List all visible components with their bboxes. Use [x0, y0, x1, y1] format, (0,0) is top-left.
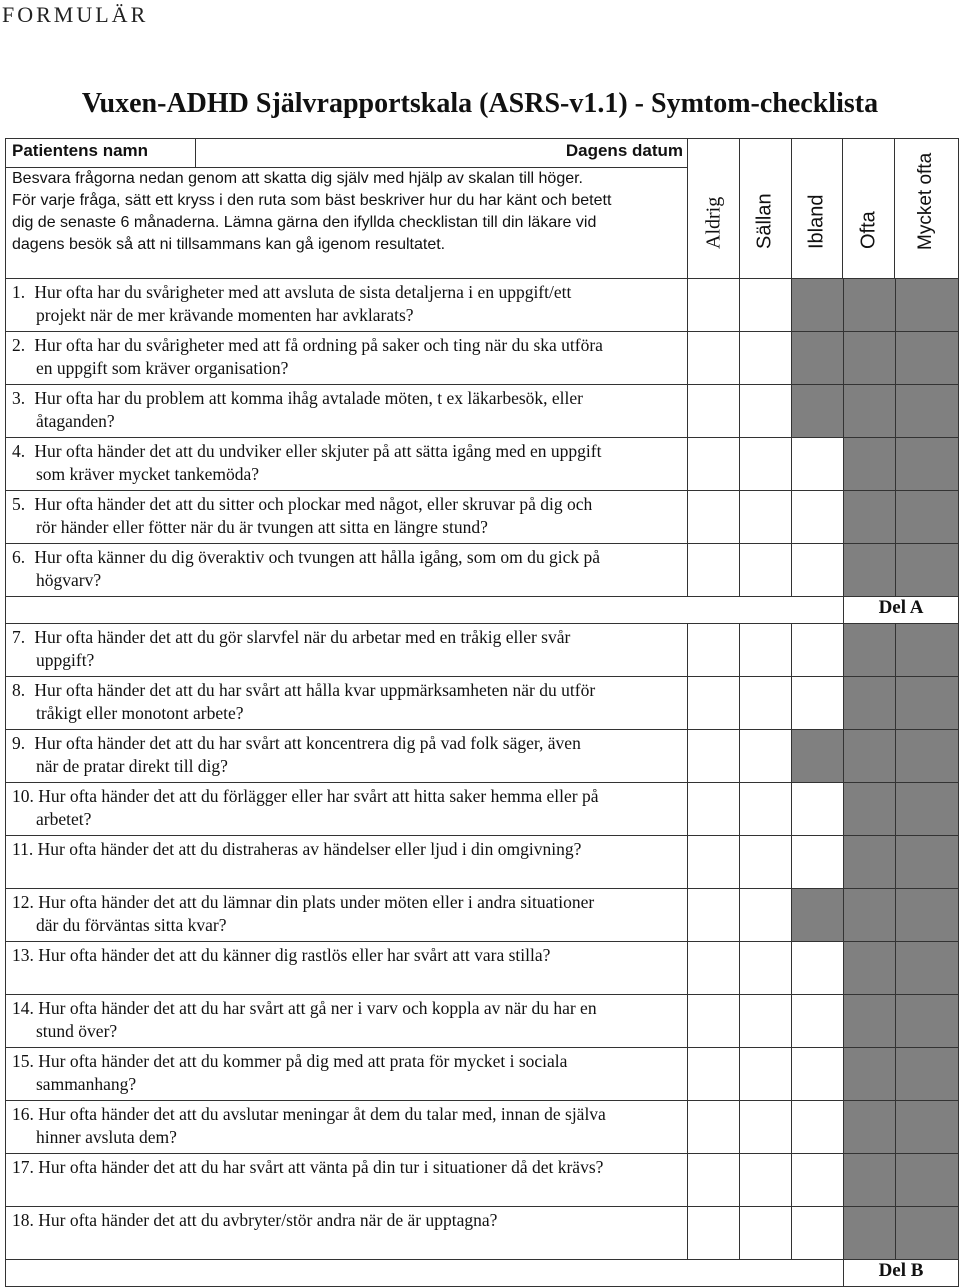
answer-box[interactable] [688, 889, 740, 942]
question-text [6, 491, 688, 544]
question-text [6, 730, 688, 783]
question-line1: Hur ofta händer det att du kommer på dig med att prata för mycket i sociala [38, 1051, 568, 1071]
question-text [6, 942, 688, 995]
answer-box[interactable] [792, 1207, 844, 1260]
answer-box[interactable] [844, 624, 896, 677]
answer-box[interactable] [688, 491, 740, 544]
answer-box[interactable] [896, 942, 959, 995]
answer-box[interactable] [740, 544, 792, 597]
question-text [6, 783, 688, 836]
answer-box[interactable] [740, 1154, 792, 1207]
intro-line: dagens besök så att ni tillsammans kan gå igenom resultatet. [12, 236, 446, 253]
answer-box[interactable] [844, 385, 896, 438]
answer-box[interactable] [896, 624, 959, 677]
question-line1: Hur ofta händer det att du distraheras av händelser eller ljud i din omgivning? [37, 839, 582, 859]
question-number: 4. [12, 441, 26, 461]
answer-box[interactable] [844, 544, 896, 597]
answer-box[interactable] [792, 995, 844, 1048]
question-row [6, 491, 959, 544]
question-number: 6. [12, 547, 26, 567]
answer-box[interactable] [792, 677, 844, 730]
answer-box[interactable] [844, 1048, 896, 1101]
part-label: Del A [844, 597, 959, 624]
answer-box[interactable] [688, 544, 740, 597]
answer-box[interactable] [844, 995, 896, 1048]
answer-box[interactable] [688, 942, 740, 995]
answer-box[interactable] [688, 677, 740, 730]
col-mycket-ofta: Mycket ofta [915, 152, 937, 250]
question-line1: Hur ofta har du problem att komma ihåg avtalade möten, t ex läkarbesök, eller [34, 388, 584, 408]
answer-box[interactable] [792, 385, 844, 438]
page-title: Vuxen-ADHD Självrapportskala (ASRS-v1.1) - Symtom-checklista [81, 88, 879, 119]
answer-box[interactable] [740, 624, 792, 677]
date-label: Dagens datum [196, 139, 688, 168]
question-number: 17. [12, 1157, 34, 1177]
question-row [6, 1048, 959, 1101]
answer-box[interactable] [844, 1207, 896, 1260]
answer-box[interactable] [688, 332, 740, 385]
separator-space [6, 1260, 844, 1287]
question-row [6, 1154, 959, 1207]
question-line2: högvarv? [36, 569, 102, 590]
question-text [6, 1207, 688, 1260]
question-line1: Hur ofta händer det att du sitter och plockar med något, eller skruvar på dig och [34, 494, 593, 514]
question-text [6, 836, 688, 889]
answer-box[interactable] [896, 889, 959, 942]
answer-box[interactable] [688, 385, 740, 438]
question-number: 5. [12, 494, 26, 514]
question-line1: Hur ofta händer det att du förlägger eller har svårt att hitta saker hemma eller på [38, 786, 599, 806]
question-row [6, 730, 959, 783]
answer-box[interactable] [792, 942, 844, 995]
question-row [6, 942, 959, 995]
question-line2: som kräver mycket tankemöda? [36, 463, 260, 484]
answer-box[interactable] [740, 1207, 792, 1260]
answer-box[interactable] [740, 332, 792, 385]
answer-box[interactable] [844, 332, 896, 385]
question-line1: Hur ofta känner du dig överaktiv och tvungen att hålla igång, som om du gick på [34, 547, 601, 567]
answer-box[interactable] [688, 624, 740, 677]
question-row [6, 544, 959, 597]
question-line2: sammanhang? [36, 1073, 137, 1094]
question-line1: Hur ofta händer det att du har svårt att koncentrera dig på vad folk säger, även [34, 733, 581, 753]
answer-box[interactable] [896, 1207, 959, 1260]
answer-box[interactable] [896, 677, 959, 730]
answer-box[interactable] [740, 438, 792, 491]
question-number: 12. [12, 892, 34, 912]
answer-box[interactable] [844, 783, 896, 836]
answer-box[interactable] [740, 1048, 792, 1101]
question-row [6, 783, 959, 836]
question-text [6, 438, 688, 491]
answer-box[interactable] [740, 677, 792, 730]
part-separator [6, 597, 959, 624]
answer-box[interactable] [740, 995, 792, 1048]
question-number: 10. [12, 786, 34, 806]
instructions [6, 168, 688, 279]
question-line2: projekt när de mer krävande momenten har avklarats? [36, 304, 414, 325]
question-row [6, 385, 959, 438]
question-row [6, 438, 959, 491]
question-text [6, 995, 688, 1048]
question-line2: en uppgift som kräver organisation? [36, 357, 289, 378]
question-line2: rör händer eller fötter när du är tvungen att sitta en längre stund? [36, 516, 488, 537]
answer-box[interactable] [688, 1207, 740, 1260]
answer-box[interactable] [740, 783, 792, 836]
question-line2: där du förväntas sitta kvar? [36, 914, 227, 935]
question-line1: Hur ofta händer det att du har svårt att hålla kvar uppmärksamheten när du utför [34, 680, 596, 700]
question-line2: hinner avsluta dem? [36, 1126, 177, 1147]
answer-box[interactable] [896, 1154, 959, 1207]
question-text [6, 279, 688, 332]
question-text [6, 677, 688, 730]
answer-box[interactable] [896, 385, 959, 438]
question-row [6, 889, 959, 942]
question-text [6, 332, 688, 385]
question-row [6, 995, 959, 1048]
answer-box[interactable] [688, 730, 740, 783]
question-row [6, 1101, 959, 1154]
answer-box[interactable] [896, 995, 959, 1048]
question-number: 3. [12, 388, 26, 408]
question-row [6, 836, 959, 889]
answer-box[interactable] [792, 783, 844, 836]
col-aldrig: Aldrig [702, 196, 725, 249]
answer-box[interactable] [688, 783, 740, 836]
intro-line: Besvara frågorna nedan genom att skatta dig själv med hjälp av skalan till höger. [12, 170, 583, 187]
part-label: Del B [844, 1260, 959, 1287]
answer-box[interactable] [792, 889, 844, 942]
question-number: 13. [12, 945, 34, 965]
question-number: 8. [12, 680, 26, 700]
question-text [6, 1101, 688, 1154]
answer-box[interactable] [740, 279, 792, 332]
question-line2: arbetet? [36, 808, 92, 829]
question-line1: Hur ofta händer det att du har svårt att vänta på din tur i situationer då det krävs? [38, 1157, 604, 1177]
question-line1: Hur ofta händer det att du avslutar meningar åt dem du talar med, innan de själva [38, 1104, 606, 1124]
question-text [6, 624, 688, 677]
answer-box[interactable] [792, 438, 844, 491]
question-line1: Hur ofta händer det att du gör slarvfel när du arbetar med en tråkig eller svår [34, 627, 571, 647]
answer-box[interactable] [792, 544, 844, 597]
question-text [6, 544, 688, 597]
answer-box[interactable] [844, 677, 896, 730]
question-line1: Hur ofta händer det att du avbryter/stör andra när de är upptagna? [38, 1210, 498, 1230]
question-line1: Hur ofta har du svårigheter med att få ordning på saker och ting när du ska utföra [34, 335, 603, 355]
question-line2: tråkigt eller monotont arbete? [36, 702, 244, 723]
answer-box[interactable] [740, 1101, 792, 1154]
answer-box[interactable] [740, 730, 792, 783]
answer-box[interactable] [896, 544, 959, 597]
col-ofta: Ofta [857, 211, 880, 249]
answer-box[interactable] [792, 624, 844, 677]
answer-box[interactable] [896, 1048, 959, 1101]
header-row [6, 139, 959, 168]
answer-box[interactable] [896, 730, 959, 783]
question-line1: Hur ofta har du svårigheter med att avsluta de sista detaljerna i en uppgift/ett [34, 282, 572, 302]
question-number: 9. [12, 733, 26, 753]
checklist-table [5, 138, 959, 1287]
question-number: 16. [12, 1104, 34, 1124]
question-number: 14. [12, 998, 34, 1018]
answer-box[interactable] [792, 836, 844, 889]
answer-box[interactable] [740, 942, 792, 995]
question-row [6, 1207, 959, 1260]
separator-space [6, 597, 844, 624]
answer-box[interactable] [792, 491, 844, 544]
question-text [6, 889, 688, 942]
question-number: 18. [12, 1210, 34, 1230]
answer-box[interactable] [688, 279, 740, 332]
answer-box[interactable] [896, 836, 959, 889]
part-separator [6, 1260, 959, 1287]
answer-box[interactable] [792, 1154, 844, 1207]
question-line1: Hur ofta händer det att du undviker eller skjuter på att sätta igång med en uppgift [34, 441, 602, 461]
answer-box[interactable] [896, 279, 959, 332]
answer-box[interactable] [740, 889, 792, 942]
answer-box[interactable] [740, 836, 792, 889]
question-number: 2. [12, 335, 26, 355]
answer-box[interactable] [896, 438, 959, 491]
question-text [6, 1048, 688, 1101]
answer-box[interactable] [844, 279, 896, 332]
answer-box[interactable] [792, 1048, 844, 1101]
question-number: 7. [12, 627, 26, 647]
question-line2: åtaganden? [36, 410, 115, 431]
question-line1: Hur ofta händer det att du lämnar din plats under möten eller i andra situationer [38, 892, 595, 912]
answer-box[interactable] [844, 1154, 896, 1207]
answer-box[interactable] [688, 438, 740, 491]
col-ibland: Ibland [805, 194, 828, 249]
answer-box[interactable] [792, 730, 844, 783]
intro-line: dig de senaste 6 månaderna. Lämna gärna den ifyllda checklistan till din läkare vid [12, 214, 597, 231]
answer-box[interactable] [792, 332, 844, 385]
question-line1: Hur ofta händer det att du känner dig rastlös eller har svårt att vara stilla? [38, 945, 551, 965]
answer-box[interactable] [688, 995, 740, 1048]
answer-box[interactable] [740, 491, 792, 544]
question-number: 11. [12, 839, 34, 859]
patient-name-label: Patientens namn [6, 139, 196, 168]
answer-box[interactable] [844, 1101, 896, 1154]
answer-box[interactable] [844, 491, 896, 544]
question-row [6, 677, 959, 730]
question-line2: stund över? [36, 1020, 118, 1041]
answer-box[interactable] [740, 385, 792, 438]
question-row [6, 624, 959, 677]
column-headers [688, 139, 959, 279]
answer-box[interactable] [792, 1101, 844, 1154]
question-line2: när de pratar direkt till dig? [36, 755, 228, 776]
question-line1: Hur ofta händer det att du har svårt att gå ner i varv och koppla av när du har en [38, 998, 597, 1018]
answer-box[interactable] [792, 279, 844, 332]
answer-box[interactable] [844, 889, 896, 942]
question-row [6, 279, 959, 332]
col-sallan: Sällan [753, 193, 776, 249]
brand-logo-text: FORMULÄR [2, 2, 149, 27]
question-number: 15. [12, 1051, 34, 1071]
answer-box[interactable] [688, 1101, 740, 1154]
answer-box[interactable] [844, 836, 896, 889]
answer-box[interactable] [896, 491, 959, 544]
answer-box[interactable] [844, 730, 896, 783]
answer-box[interactable] [896, 332, 959, 385]
question-number: 1. [12, 282, 26, 302]
answer-box[interactable] [896, 783, 959, 836]
answer-box[interactable] [844, 942, 896, 995]
answer-box[interactable] [688, 836, 740, 889]
question-text [6, 1154, 688, 1207]
question-text [6, 385, 688, 438]
answer-box[interactable] [688, 1154, 740, 1207]
answer-box[interactable] [688, 1048, 740, 1101]
question-line2: uppgift? [36, 649, 95, 670]
answer-box[interactable] [844, 438, 896, 491]
intro-line: För varje fråga, sätt ett kryss i den ruta som bäst beskriver hur du har känt och betett [12, 192, 612, 209]
question-row [6, 332, 959, 385]
answer-box[interactable] [896, 1101, 959, 1154]
